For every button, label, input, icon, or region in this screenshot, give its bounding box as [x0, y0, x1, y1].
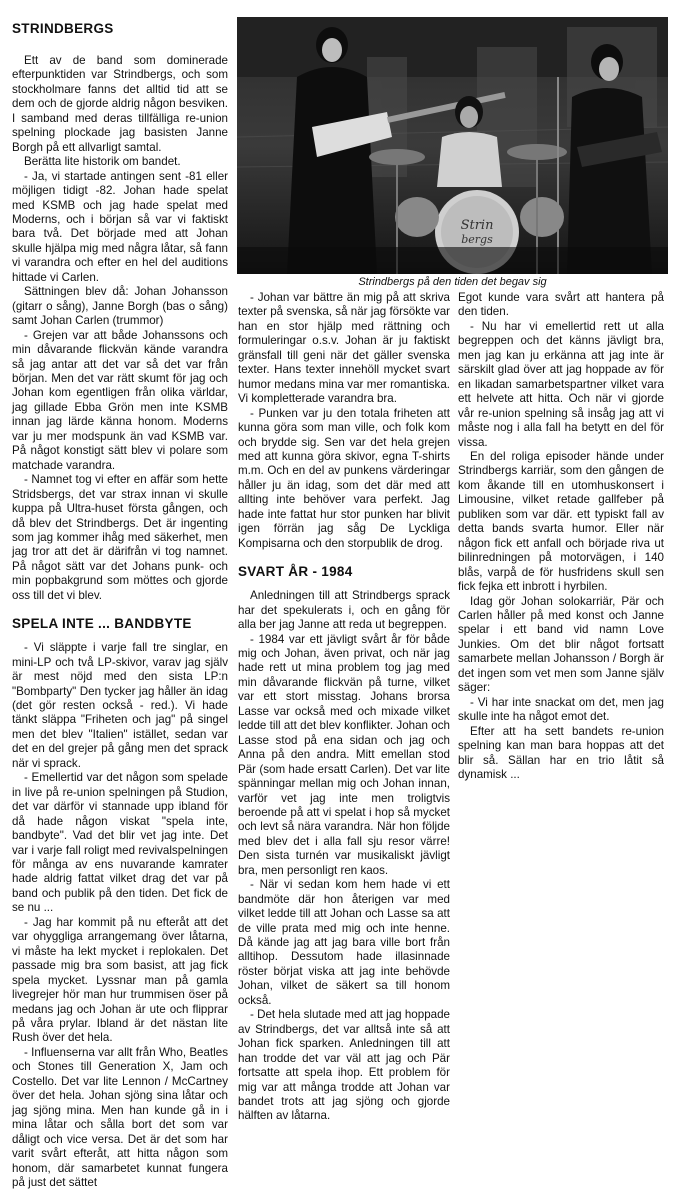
intro-paragraph: Ett av de band som dominerade efterpunktiden var Strindbergs, och som stockholmare fanns det alltid tid att se dem och de gjorde aldrig någon besviken. I samband med deras tillfälliga re-union spelning plockade jag basisten Janne Borgh på ett allvarligt samtal. [12, 54, 228, 154]
article-column-1 [12, 20, 228, 1190]
svg-text:bergs: bergs [461, 233, 493, 246]
section-heading-svart-ar: SVART ÅR - 1984 [238, 564, 353, 580]
photo-caption: Strindbergs på den tiden det begav sig [358, 276, 547, 288]
body-paragraph: - Namnet tog vi efter en affär som hette Stridsbergs, det var strax innan vi skulle kuppa på Ultra-huset första gången, och då blev det Strindbergs. Det är ingenting som jag kommer ihåg med säkerhet, men jag tror att det är därifrån vi tog namnet. På något sätt var det Johans punk- och min popbakgrund som möttes och gjorde oss till det vi blev. [12, 473, 228, 602]
article-column-2 [238, 291, 450, 1124]
body-paragraph: - Ja, vi startade antingen sent -81 eller möjligen tidigt -82. Johan hade spelat med KSMB och jag hade spelat med Moderns, och i början så var vi faktiskt bara två. Det började med att Johan skulle hjälpa mig med några låtar, så fann vi varandra och efter en hel del auditions hittade vi Carlen. [12, 169, 228, 284]
quote-paragraph: - Vi har inte snackat om det, men jag skulle inte ha något emot det. [458, 695, 664, 724]
body-paragraph: - 1984 var ett jävligt svårt år för både mig och Johan, även privat, och när jag hade rett ut mina problem tog jag med min dåvarande flickvän på turne, vilket var ett stort misstag. Johans brorsa Lasse var också med och mixade vilket ledde till att det blev konflikter. Johan och Lasse stod på ena sidan och jag och Anna på den andra. Mitt emellan stod Pär (som hade ersatt Carlen). Det var lite spänningar mellan mig och Johan innan, varför vet jag inte men troligtvis beroende på att vi spelat i hop så mycket och levt så nära varandra. När hon följde med blev det i alla fall sju resor värre! Den sista turnén var musikaliskt jävligt bra, men personligt ren kaos. [238, 632, 450, 877]
body-paragraph: - Jag har kommit på nu efteråt att det var ohyggliga arrangemang över låtarna, vi måste ha lekt mycket i replokalen. Det passade mig bra som basist, att jag fick spela mycket. Lyssnar man på gamla livegrejer hör man hur trummisen öser på medans jag och Johan är ute och flipprar på våra prylar. Ibland är det nästan lite Rush över det hela. [12, 915, 228, 1045]
svg-text:Strin: Strin [460, 218, 494, 233]
body-paragraph: - Influenserna var allt från Who, Beatles och Stones till Generation X, Jam och Costello. Det var lite Lennon / McCartney över det hela. Johan sjöng sina låtar och jag sjöng mina. Men han kunde gå in i mina låtar och sålla bort det som var dåligt och vice versa. Det är det som har varit svårt efteråt, att hitta någon som honom, där samarbetet kunnat fungera på just det sättet [12, 1045, 228, 1189]
article-column-3 [458, 291, 664, 782]
band-photo [237, 17, 668, 274]
body-paragraph: Sättningen blev då: Johan Johansson (gitarr o sång), Janne Borgh (bas o sång) samt Johan Carlen (trummor) [12, 285, 228, 328]
article-title: STRINDBERGS [12, 21, 114, 36]
body-paragraph: - Punken var ju den totala friheten att kunna göra som man ville, och folk kom och brydde sig. Sen var det hela grejen med att kunna göra skivor, egna T-shirts m.m. Och en del av punkens värderingar håller ju än idag, som det där med att allting inte behöver vara perfekt. Jag hade inte fattat hur stor punken har blivit igen förrän jag såg De Lyckliga Kompisarna och den storpublik de drog. [238, 406, 450, 550]
body-paragraph: - Emellertid var det någon som spelade in live på re-union spelningen på Studion, det var därför vi stannade upp ibland för då hade någon viskat "spela inte, bandbyte". Vad det blir vet jag inte. Det var i varje fall roligt med revivalspelningen för många av ens nuvarande kamrater hade aldrig fattat vilket drag det var på band och publik på den tiden. Det fick de se nu ... [12, 771, 228, 915]
body-paragraph: - Johan var bättre än mig på att skriva texter på svenska, så när jag försökte var han en stor hjälp med rättning och formuleringar o.s.v. Johan är ju faktiskt gränsfall till geni när det gäller svenska texter. Hans texter innehöll mycket svart humor medans mina var mer romantiska. Vi kompletterade varandra bra. [238, 291, 451, 406]
body-paragraph: - Vi släppte i varje fall tre singlar, en mini-LP och två LP-skivor, varav jag själv är mest nöjd med den sista LP:n "Bombparty" Den tycker jag håller än idag (det gör resten också - red.). Vi hade tänkt släppa "Friheten och jag" på singel men det blev "Italien" istället, sedan var det en del grejer på gång men det sprack när vi sprack. [12, 641, 228, 770]
body-paragraph: En del roliga episoder hände under Strindbergs karriär, som den gången de kom åkande till en utomhuskonsert i Limousine, vilket retade gallfeber på publiken som var där. ett typiskt fall av detta bands svarta humor. Eller när någon fick ett anfall och började riva ut bilinredningen på motorvägen, i 140 blås, varpå de för husfridens skull sen fick fejka ett inbrott i hyrbilen. [458, 449, 664, 594]
body-paragraph: - Nu har vi emellertid rett ut alla begreppen och det känns jävligt bra, men jag kan ju erkänna att jag inte är särskilt glad över att jag hoppade av för en likadan samarbetspartner vilket vara ett helvete att hitta. Och när vi gjorde vår re-union spelning så insåg jag att vi måste nog i alla fall ha betytt en del för vissa. [458, 319, 664, 449]
question-paragraph: Berätta lite historik om bandet. [24, 155, 181, 169]
body-paragraph: - Grejen var att både Johanssons och min dåvarande flickvän kände varandra så jag antar att det var så det var från början. Men det var rätt skumt för jag och Johan kom egentligen från olika världar, jag gillade Ebba Grön men inte KSMB innan jag lärde känna honom. Moderns var ju mer modspunk än vad KSMB var. På något konstigt sätt blev vi polare som matchade varandra. [12, 328, 228, 472]
body-paragraph: Idag gör Johan solokarriär, Pär och Carlen håller på med konst och Janne spelar i ett band vid namn Love Junkies. Om det blir något fortsatt samarbete mellan Johansson / Borgh är det ingen som vet men som Janne själv säger: [458, 594, 664, 695]
section-heading-bandbyte: SPELA INTE ... BANDBYTE [12, 616, 192, 632]
body-paragraph: - När vi sedan kom hem hade vi ett bandmöte där hon återigen var med vilket ledde till att Johan och Lasse sa att de ville prata med mig och inte henne. Då kände jag att jag bara ville bort från alltihop. Dessutom hade illasinnade röster börjat viska att jag inte behövde Johan, vilket de säkert sa till honom också. [238, 878, 450, 1007]
body-paragraph: Anledningen till att Strindbergs sprack har det spekulerats i, och en gång för alla ber jag Janne att reda ut begreppen. [238, 589, 450, 632]
closing-paragraph: Efter att ha sett bandets re-union spelning kan man bara hoppas att det blir så. Sällan har en trio låtit så dynamisk ... [458, 724, 664, 781]
body-paragraph: Egot kunde vara svårt att hantera på den tiden. [458, 291, 664, 319]
body-paragraph: - Det hela slutade med att jag hoppade av Strindbergs, det var alltså inte så att Johan fick sparken. Anledningen till att han trodde det var väl att jag och Pär fortsatte att spela ihop. Ett problem för mig var att många trodde att Johan var bandet trots att jag sjöng och gjorde hälften av låtarna. [238, 1008, 450, 1123]
